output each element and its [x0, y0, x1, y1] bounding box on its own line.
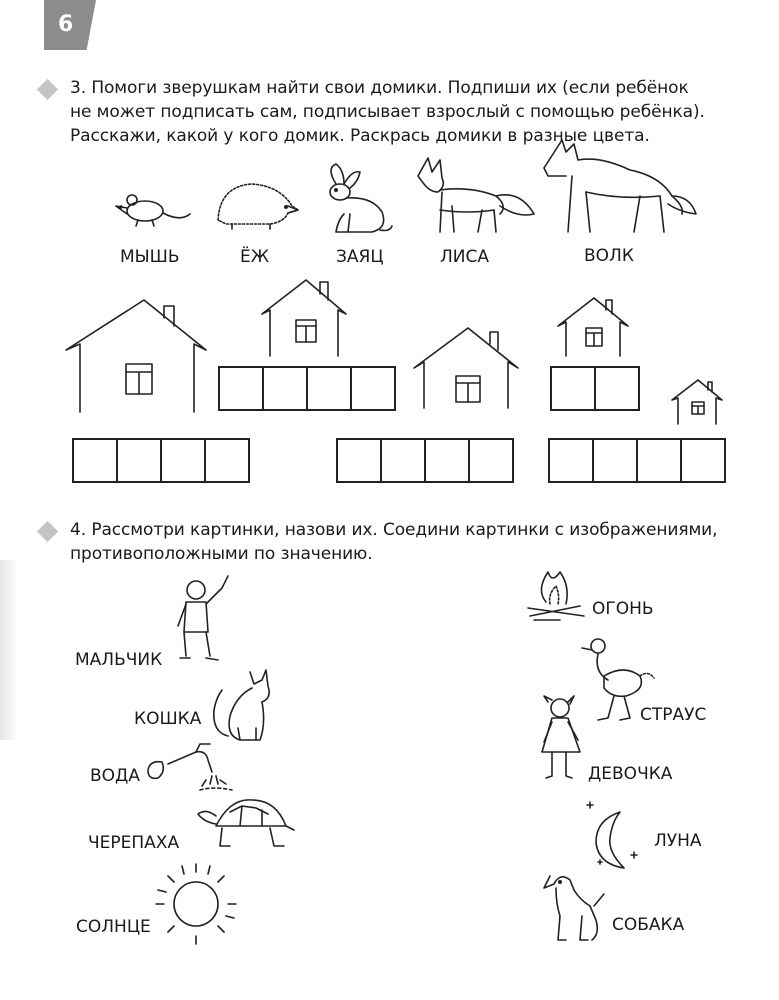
right-word-girl: ДЕВОЧКА [588, 764, 673, 784]
right-word-dog: СОБАКА [612, 915, 685, 935]
task3-line2: не может подписать сам, подписывает взрослый с помощью ребёнка). [70, 102, 705, 122]
page-number: 6 [58, 12, 74, 37]
animal-label-mouse: МЫШЬ [120, 247, 180, 267]
animal-label-hedgehog: ЁЖ [240, 247, 270, 267]
cat-icon [214, 670, 269, 740]
left-word-turtle: ЧЕРЕПАХА [88, 833, 180, 853]
left-word-cat: КОШКА [134, 709, 202, 729]
turtle-icon [198, 800, 294, 846]
boy-icon [178, 576, 228, 660]
task4-line1: 4. Рассмотри картинки, назови их. Соедини картинки с изображениями, [70, 520, 718, 540]
fire-icon [528, 572, 584, 620]
right-word-moon: ЛУНА [654, 831, 702, 851]
right-word-fire: ОГОНЬ [592, 599, 654, 619]
sun-icon [156, 864, 236, 944]
girl-icon [542, 696, 580, 778]
task3-line1: 3. Помоги зверушкам найти свои домики. Подпиши их (если ребёнок [70, 78, 689, 98]
animal-label-wolf: ВОЛК [584, 246, 634, 266]
animal-label-fox: ЛИСА [440, 247, 489, 267]
left-word-sun: СОЛНЦЕ [76, 917, 151, 937]
right-word-ostrich: СТРАУС [640, 705, 707, 725]
dog-icon [544, 876, 604, 940]
left-word-water: ВОДА [90, 766, 140, 786]
task3-line3: Расскажи, какой у кого домик. Раскрась домики в разные цвета. [70, 126, 650, 146]
task4-line2: противоположными по значению. [70, 544, 373, 564]
left-word-boy: МАЛЬЧИК [75, 650, 163, 670]
animal-label-hare: ЗАЯЦ [336, 247, 384, 267]
water-tap-icon [148, 744, 232, 790]
moon-icon [587, 802, 637, 868]
